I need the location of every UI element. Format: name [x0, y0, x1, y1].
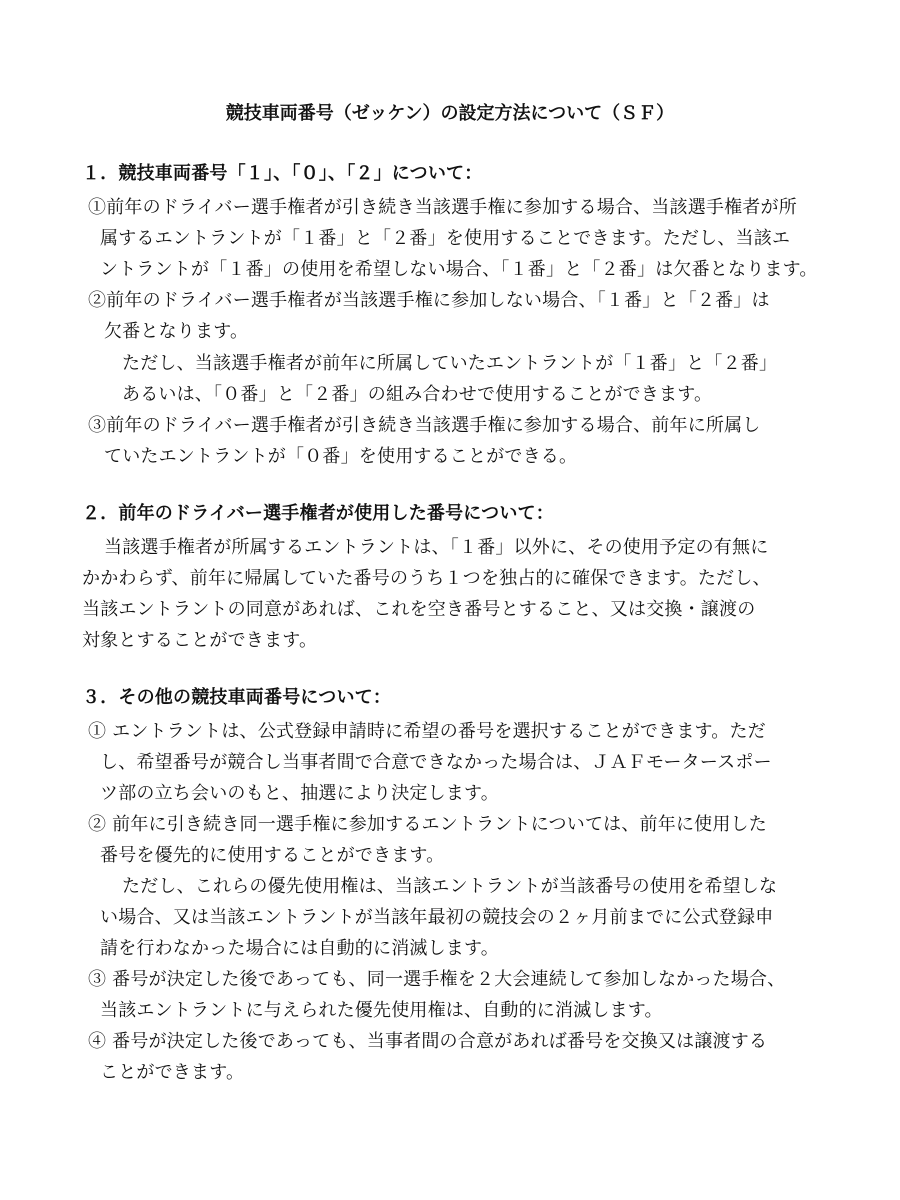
section-3-heading: ３．その他の競技車両番号について：	[82, 687, 392, 708]
section-1-heading: １．競技車両番号「１」、「０」、「２」について：	[82, 163, 483, 184]
section-2-line: 当該選手権者が所属するエントラントは、「１番」以外に、その使用予定の有無に	[104, 537, 769, 558]
section-2-line: 対象とすることができます。	[82, 630, 318, 651]
section-1-line: 欠番となります。	[104, 321, 249, 342]
section-3-line: 番号を優先的に使用することができます。	[100, 845, 445, 866]
section-2-heading: ２．前年のドライバー選手権者が使用した番号について：	[82, 503, 554, 524]
section-3-line: し、希望番号が競合し当事者間で合意できなかった場合は、ＪＡＦモータースポー	[100, 752, 772, 773]
section-1-line: ③前年のドライバー選手権者が引き続き当該選手権に参加する場合、前年に所属し	[88, 415, 761, 436]
section-1-line: 属するエントラントが「１番」と「２番」を使用することできます。ただし、当該エ	[100, 228, 791, 249]
section-2-line: 当該エントラントの同意があれば、これを空き番号とすること、又は交換・譲渡の	[82, 599, 756, 620]
section-3-line: い場合、又は当該エントラントが当該年最初の競技会の２ヶ月前までに公式登録申	[100, 907, 774, 928]
section-1-line: ②前年のドライバー選手権者が当該選手権に参加しない場合、「１番」と「２番」は	[88, 290, 770, 311]
section-1-line: ただし、当該選手権者が前年に所属していたエントラントが「１番」と「２番」	[122, 353, 778, 374]
section-3-line: ただし、これらの優先使用権は、当該エントラントが当該番号の使用を希望しな	[122, 876, 778, 897]
section-3-line: 請を行わなかった場合には自動的に消滅します。	[100, 938, 499, 959]
section-3-line: ① エントラントは、公式登録申請時に希望の番号を選択することができます。ただ	[88, 721, 766, 742]
section-2-line: かかわらず、前年に帰属していた番号のうち１つを独占的に確保できます。ただし、	[82, 568, 771, 589]
section-3-line: ③ 番号が決定した後であっても、同一選手権を２大会連続して参加しなかった場合、	[88, 969, 786, 990]
section-1-line: ントラントが「１番」の使用を希望しない場合、「１番」と「２番」は欠番となります。	[100, 259, 818, 280]
document-title: 競技車両番号（ゼッケン）の設定方法について（ＳＦ）	[225, 103, 675, 124]
section-3-line: ツ部の立ち会いのもと、抽選により決定します。	[100, 783, 499, 804]
section-1-line: ていたエントラントが「０番」を使用することができる。	[104, 446, 578, 467]
section-3-line: ④ 番号が決定した後であっても、当事者間の合意があれば番号を交換又は譲渡する	[88, 1031, 768, 1052]
section-3-line: 当該エントラントに与えられた優先使用権は、自動的に消滅します。	[100, 1000, 663, 1021]
section-3-line: ② 前年に引き続き同一選手権に参加するエントラントについては、前年に使用した	[88, 814, 767, 835]
section-1-line: ①前年のドライバー選手権者が引き続き当該選手権に参加する場合、当該選手権者が所	[88, 197, 797, 218]
section-3-line: ことができます。	[100, 1062, 245, 1083]
section-1-line: あるいは、「０番」と「２番」の組み合わせで使用することができます。	[122, 384, 713, 405]
